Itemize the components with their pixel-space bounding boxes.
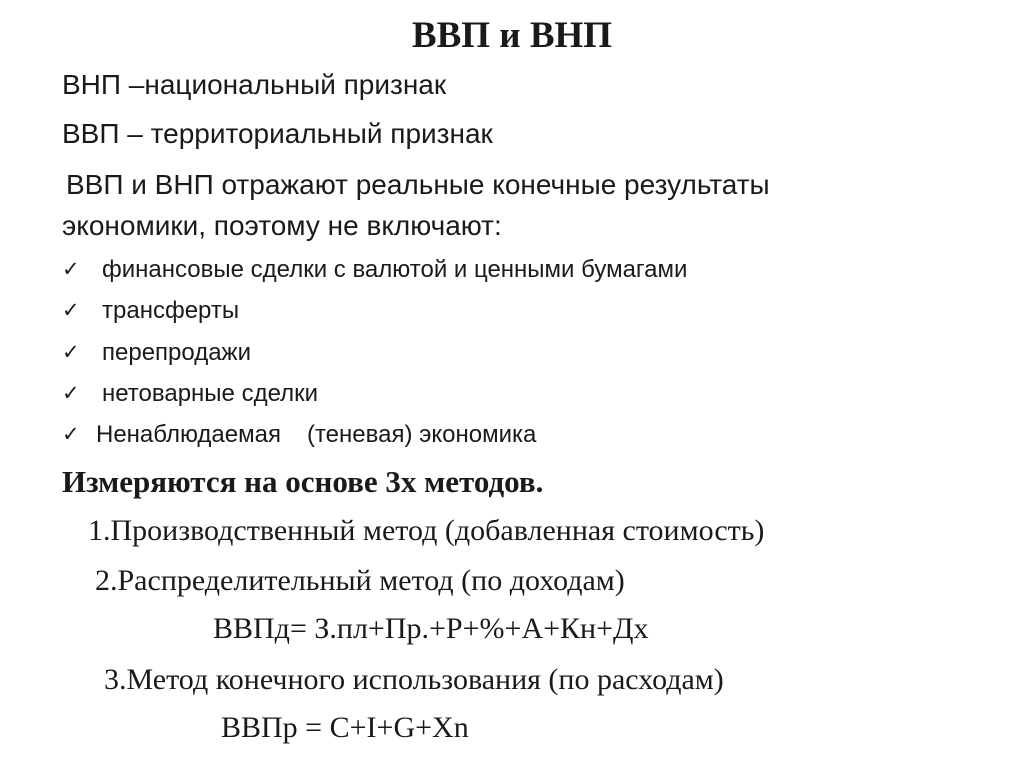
checkmark-icon: ✓ bbox=[62, 257, 80, 281]
exclusion-item bbox=[62, 422, 536, 448]
checkmark-icon: ✓ bbox=[62, 298, 80, 322]
checkmark-icon: ✓ bbox=[62, 422, 80, 446]
exclusion-text: трансферты bbox=[102, 297, 240, 324]
formula-income: ВВПд= З.пл+Пр.+Р+%+А+Кн+Дх bbox=[213, 612, 649, 645]
exclusion-item bbox=[62, 257, 687, 283]
exclusion-item bbox=[62, 298, 239, 324]
exclusion-text-part1: Ненаблюдаемая bbox=[96, 421, 281, 448]
exclusion-text: финансовые сделки с валютой и ценными бумагами bbox=[102, 256, 688, 283]
method-income: 2.Распределительный метод (по доходам) bbox=[95, 564, 625, 597]
exclusion-text: перепродажи bbox=[102, 339, 252, 366]
checkmark-icon: ✓ bbox=[62, 340, 80, 364]
checkmark-icon: ✓ bbox=[62, 381, 80, 405]
method-expenditure: 3.Метод конечного использования (по расходам) bbox=[104, 663, 724, 696]
exclusion-text: нетоварные сделки bbox=[102, 380, 319, 407]
exclusion-text-part2: (теневая) экономика bbox=[306, 421, 537, 448]
intro-line-1: ВВП и ВНП отражают реальные конечные результаты bbox=[66, 169, 770, 200]
formula-expenditure: ВВПр = C+I+G+Xn bbox=[221, 711, 469, 744]
definition-gdp: ВВП – территориальный признак bbox=[62, 118, 493, 149]
exclusion-item bbox=[62, 381, 318, 407]
slide-title: ВВП и ВНП bbox=[411, 15, 613, 56]
method-production: 1.Производственный метод (добавленная стоимость) bbox=[88, 514, 765, 547]
definition-gnp: ВНП –национальный признак bbox=[62, 69, 447, 100]
intro-line-2: экономики, поэтому не включают: bbox=[62, 210, 502, 241]
methods-heading: Измеряются на основе 3х методов. bbox=[62, 464, 544, 499]
exclusion-item bbox=[62, 340, 251, 366]
